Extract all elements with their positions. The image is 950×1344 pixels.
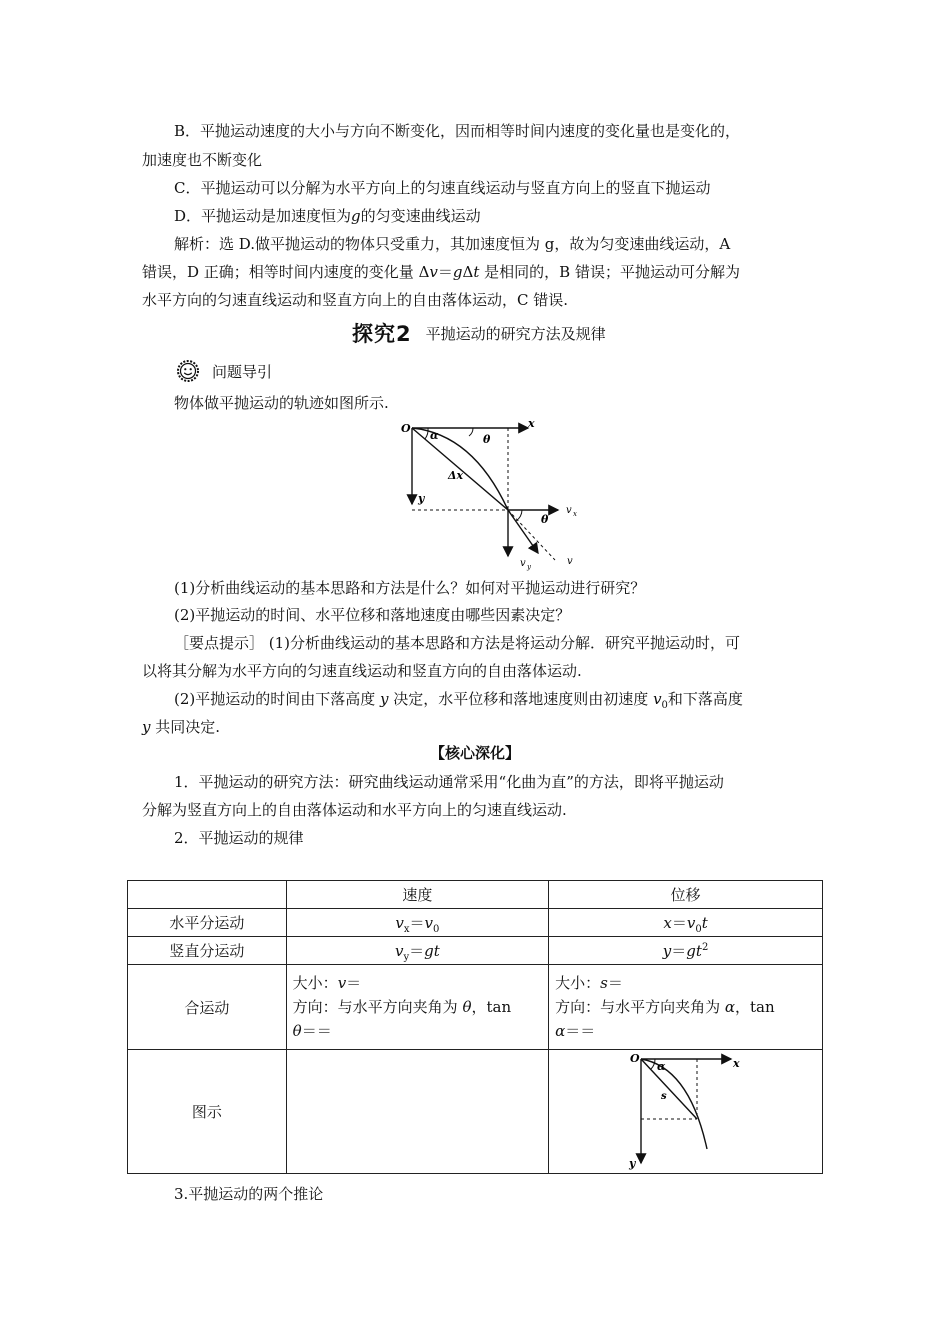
hint-line1: ［要点提示］ (1)分析曲线运动的基本思路和方法是将运动分解．研究平抛运动时，可 — [174, 634, 741, 652]
v-size-label: 大小： — [292, 974, 338, 992]
row-label-vertical: 竖直分运动 — [128, 937, 287, 965]
label-y-2: y — [629, 1156, 636, 1170]
hint-line2: 以将其分解为水平方向的匀速直线运动和竖直方向的自由落体运动. — [142, 662, 582, 680]
hint2-vsub: 0 — [661, 700, 668, 711]
vx-sym: v — [395, 914, 404, 932]
v-size-eq: ＝ — [346, 974, 362, 992]
label-vx-sub: x — [573, 510, 577, 518]
v-dir — [293, 995, 542, 1019]
s-size-eq: ＝ — [607, 974, 623, 992]
analysis-line2 — [142, 261, 740, 283]
header-displacement: 位移 — [549, 881, 823, 909]
label-theta-bottom: θ — [541, 513, 549, 526]
s-dir-end-eq: ＝＝ — [565, 1022, 596, 1040]
theta-arc-top — [469, 428, 473, 436]
v-dir-tan: ，tan — [471, 998, 512, 1016]
analysis-line2-c: 是相同的，B 错误；平抛运动可分解为 — [479, 263, 740, 281]
option-d-g: g — [351, 207, 361, 225]
hint3-b: 共同决定. — [150, 718, 221, 736]
core3: 3.平抛运动的两个推论 — [174, 1185, 324, 1203]
core2: 2．平抛运动的规律 — [174, 829, 304, 847]
table-header-row — [128, 881, 823, 909]
y-eq: ＝ — [671, 942, 687, 960]
analysis-line1: 解析：选 D.做平抛运动的物体只受重力，其加速度恒为 g，故为匀变速曲线运动，A — [174, 235, 731, 253]
analysis-line2-t: t — [473, 263, 480, 281]
label-alpha: α — [430, 429, 439, 442]
question-guide-label: 问题导引 — [212, 362, 273, 381]
v-size — [293, 971, 542, 995]
x-v0-sub: 0 — [695, 924, 702, 935]
label-o: O — [401, 422, 411, 435]
s-dir-end — [555, 1019, 816, 1043]
smiley-icon — [174, 359, 202, 383]
header-speed: 速度 — [286, 881, 548, 909]
rules-table — [127, 880, 823, 1174]
vx-eq: ＝ — [409, 914, 425, 932]
analysis-line3: 水平方向的匀速直线运动和竖直方向上的自由落体运动，C 错误. — [142, 291, 569, 309]
section-tag: 探究2 — [352, 322, 412, 346]
hint2-b: 决定，水平位移和落地速度则由初速度 — [388, 690, 654, 708]
option-b-line1: B．平抛运动速度的大小与方向不断变化，因而相等时间内速度的变化量也是变化的， — [174, 122, 741, 140]
cell-x — [549, 909, 823, 937]
hint2-a: (2)平抛运动的时间由下落高度 — [174, 690, 381, 708]
v0-sub: 0 — [433, 924, 440, 935]
y-sym: y — [662, 942, 672, 960]
analysis-line2-eq: ＝ — [437, 263, 453, 281]
question-1: (1)分析曲线运动的基本思路和方法是什么？如何对平抛运动进行研究？ — [174, 579, 646, 597]
label-vy: v — [520, 558, 526, 569]
label-vx: v — [566, 505, 572, 516]
s-size-sym: s — [600, 974, 608, 992]
core-title: 【核心深化】 — [429, 744, 520, 762]
row-label-figure: 图示 — [128, 1050, 287, 1174]
cell-y — [549, 937, 823, 965]
displacement-line-2 — [641, 1059, 697, 1119]
option-d-text-b: 的匀变速曲线运动 — [360, 207, 481, 225]
table-row — [128, 937, 823, 965]
table-row — [128, 965, 823, 1050]
header-empty — [128, 881, 287, 909]
s-dir-alpha: α — [724, 998, 736, 1016]
s-dir-label: 方向：与水平方向夹角为 — [555, 998, 725, 1016]
v-dir-label: 方向：与水平方向夹角为 — [292, 998, 463, 1016]
option-d — [174, 205, 481, 227]
analysis-line2-a: 错误，D 正确；相等时间内速度的变化量 Δ — [142, 263, 430, 281]
s-size — [555, 971, 816, 995]
s-dir — [555, 995, 816, 1019]
v-dir-theta: θ — [462, 998, 472, 1016]
label-alpha-2: α — [657, 1059, 666, 1073]
trajectory-figure — [398, 418, 588, 573]
question-guide — [174, 358, 272, 384]
displacement-figure — [627, 1053, 767, 1171]
analysis-line2-v: v — [429, 263, 438, 281]
v-dir-end — [293, 1019, 542, 1043]
v-dir-end-eq: ＝＝ — [301, 1022, 332, 1040]
question-2: (2)平抛运动的时间、水平位移和落地速度由哪些因素决定？ — [174, 606, 571, 624]
cell-v-combined — [286, 965, 548, 1050]
s-dir-tan: ，tan — [735, 998, 775, 1016]
label-y: y — [418, 492, 425, 505]
v-vector — [508, 510, 538, 553]
table-row — [128, 909, 823, 937]
label-theta-top: θ — [483, 433, 491, 446]
cell-vx — [286, 909, 548, 937]
trajectory-intro: 物体做平抛运动的轨迹如图所示. — [174, 394, 389, 412]
hint2-line1 — [174, 688, 743, 710]
cell-vy — [286, 937, 548, 965]
s-dir-end-alpha: α — [555, 1022, 566, 1040]
v-dir-end-theta: θ — [292, 1022, 302, 1040]
section-heading — [352, 318, 606, 348]
label-s: s — [661, 1090, 667, 1102]
section-title: 平抛运动的研究方法及规律 — [425, 324, 606, 343]
core1-line1: 1．平抛运动的研究方法：研究曲线运动通常采用“化曲为直”的方法，即将平抛运动 — [174, 773, 724, 791]
option-c: C．平抛运动可以分解为水平方向上的匀速直线运动与竖直方向上的竖直下抛运动 — [174, 179, 711, 197]
v0-sym: v — [424, 914, 434, 932]
vy-gt: gt — [424, 942, 440, 960]
hint3-y: y — [142, 718, 151, 736]
label-o-2: O — [630, 1052, 640, 1065]
option-d-text-a: D．平抛运动是加速度恒为 — [174, 207, 352, 225]
cell-displacement-figure — [549, 1050, 823, 1174]
y-sup: 2 — [701, 942, 709, 953]
hint2-c: 和下落高度 — [667, 690, 743, 708]
vy-sub: y — [403, 952, 410, 963]
x-v0-sym: v — [686, 914, 696, 932]
label-dx: Δx — [448, 469, 464, 482]
hint2-y: y — [380, 690, 389, 708]
x-t-sym: t — [701, 914, 708, 932]
x-sym: x — [663, 914, 672, 932]
option-b-line2: 加速度也不断变化 — [142, 151, 263, 169]
vy-eq: ＝ — [409, 942, 425, 960]
row-label-horizontal: 水平分运动 — [128, 909, 287, 937]
alpha-arc-2 — [651, 1059, 655, 1069]
s-size-label: 大小： — [555, 974, 601, 992]
row-label-combined: 合运动 — [128, 965, 287, 1050]
analysis-line2-b: Δ — [462, 263, 474, 281]
label-vy-sub: y — [527, 563, 531, 571]
table-row — [128, 1050, 823, 1174]
core1-line2: 分解为竖直方向上的自由落体运动和水平方向上的匀速直线运动. — [142, 801, 567, 819]
y-gt: gt — [686, 942, 702, 960]
x-eq: ＝ — [671, 914, 687, 932]
vx-sub: x — [403, 924, 410, 935]
hint2-v: v — [653, 690, 662, 708]
label-x: x — [528, 418, 535, 430]
cell-velocity-figure — [286, 1050, 548, 1174]
hint2-line2 — [142, 716, 220, 738]
label-x-2: x — [733, 1056, 740, 1070]
cell-s-combined — [549, 965, 823, 1050]
analysis-line2-g: g — [452, 263, 463, 281]
label-v: v — [567, 556, 573, 567]
v-size-sym: v — [337, 974, 347, 992]
vy-sym: v — [394, 942, 404, 960]
